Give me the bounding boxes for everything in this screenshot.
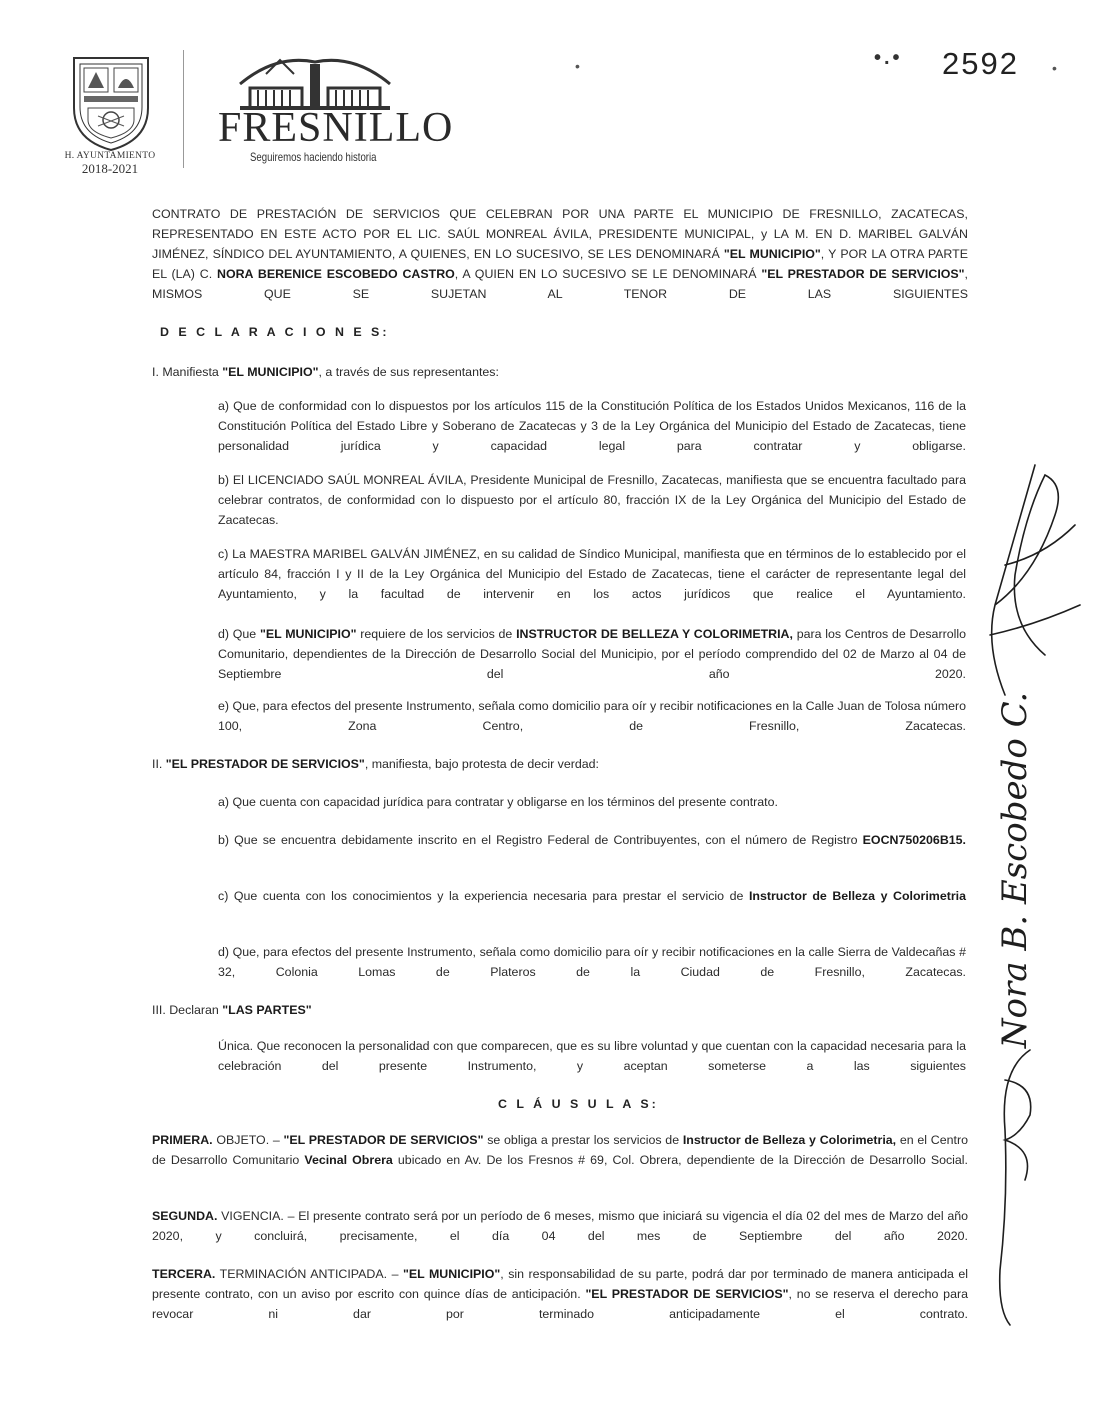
section-3-heading xyxy=(152,1000,312,1020)
clause-segunda-label: SEGUNDA. xyxy=(152,1209,218,1223)
clause-tercera-label: TERCERA. xyxy=(152,1267,216,1281)
section-1-text: Manifiesta xyxy=(162,365,219,379)
declaration-1d-text-2: requiere de los servicios de xyxy=(360,627,513,641)
declaration-1d-bold-service: INSTRUCTOR DE BELLEZA Y COLORIMETRIA, xyxy=(516,627,793,641)
clause-primera-bold-prestador: "EL PRESTADOR DE SERVICIOS" xyxy=(283,1133,484,1147)
seal-caption xyxy=(50,150,170,176)
clausulas-heading: C L Á U S U L A S: xyxy=(498,1097,659,1111)
declaration-1c: c) La MAESTRA MARIBEL GALVÁN JIMÉNEZ, en su calidad de Síndico Municipal, manifiesta que en términos de lo establecido por el artículo 84, fracción I y II de la Ley Orgánica del Municipio del Estado de Zacatecas, tiene el carácter de representante legal del Ayuntamiento, y la facultad de intervenir en los actos jurídicos que realice el Ayuntamiento. xyxy=(218,547,966,601)
section-2-text: , manifiesta, bajo protesta de decir verdad: xyxy=(364,757,599,771)
clause-tercera xyxy=(152,1264,968,1344)
clause-tercera-bold-municipio: "EL MUNICIPIO" xyxy=(403,1267,501,1281)
declaration-2b-text: b) Que se encuentra debidamente inscrito en el Registro Federal de Contribuyentes, con el número de Registro xyxy=(218,833,858,847)
declaration-1e: e) Que, para efectos del presente Instrumento, señala como domicilio para oír y recibir notificaciones en la Calle Juan de Tolosa número 100, Zona Centro, de Fresnillo, Zacatecas. xyxy=(218,699,966,733)
declaration-1a: a) Que de conformidad con lo dispuestos por los artículos 115 de la Constitución Política de los Estados Unidos Mexicanos, 116 de la Constitución Política del Estado Libre y Soberano de Zacatecas y 3 de la Ley Orgánica del Municipio del Estado de Zacatecas, tiene personalidad jurídica y capacidad legal para contratar y obligarse. xyxy=(218,399,966,453)
clause-primera-text-3: ubicado en Av. De los Fresnos # 69, Col. Obrera, dependiente de la Dirección de Desarrollo Social. xyxy=(397,1153,969,1167)
intro-bold-municipio: "EL MUNICIPIO" xyxy=(723,247,821,261)
seal-caption-years: 2018-2021 xyxy=(81,161,139,176)
intro-text-3: , A QUIEN EN LO SUCESIVO SE LE DENOMINARÁ xyxy=(454,267,757,281)
municipal-seal-logo xyxy=(68,50,154,152)
section-1-text-2: , a través de sus representantes: xyxy=(318,365,499,379)
declaration-2a: a) Que cuenta con capacidad jurídica para contratar y obligarse en los términos del presente contrato. xyxy=(218,795,778,809)
handwritten-signature-stroke xyxy=(990,1040,1050,1330)
document-number-marks: •.• xyxy=(874,47,903,69)
clause-tercera-bold-prestador: "EL PRESTADOR DE SERVICIOS" xyxy=(585,1287,789,1301)
intro-bold-provider-name: NORA BERENICE ESCOBEDO CASTRO xyxy=(217,267,455,281)
intro-text-2: , Y POR LA OTRA PARTE EL (LA) C. xyxy=(152,247,968,281)
clause-primera xyxy=(152,1130,968,1190)
section-3-number: III. xyxy=(152,1003,166,1017)
intro-text: CONTRATO DE PRESTACIÓN DE SERVICIOS QUE CELEBRAN POR UNA PARTE EL MUNICIPIO DE FRESNILLO, ZACATECAS, REPRESENTADO EN ESTE ACTO POR EL LIC. SAÚL MONREAL ÁVILA, PRESIDENTE MUNICIPAL, y LA M. EN D. MARIBEL GALVÁN JIMÉNEZ, SÍNDICO DEL AYUNTAMIENTO, A QUIENES, EN LO SUCESIVO, SE LES DENOMINARÁ xyxy=(152,207,968,261)
declaration-1d-text-3: para los Centros de Desarrollo Comunitario, dependientes de la Dirección de Desarrollo Social del Municipio, por el período comprendido del 02 de Marzo al 04 de Septiembre del año 2020. xyxy=(218,627,966,681)
header-divider xyxy=(183,50,184,168)
declaration-1d-text: d) Que xyxy=(218,627,257,641)
clause-primera-label: PRIMERA. xyxy=(152,1133,213,1147)
section-1-number: I. xyxy=(152,365,159,379)
declaration-2c xyxy=(218,886,966,926)
clause-tercera-title: TERMINACIÓN ANTICIPADA. – xyxy=(219,1267,399,1281)
declaration-1b: b) El LICENCIADO SAÚL MONREAL ÁVILA, Presidente Municipal de Fresnillo, Zacatecas, manifiesta que se encuentra facultado para celebrar contratos, de conformidad con lo dispuesto por el artículo 80, fracción IX de la Ley Orgánica del Municipio del Estado de Zacatecas. xyxy=(218,473,966,527)
clause-segunda-text: VIGENCIA. – El presente contrato será por un período de 6 meses, mismo que iniciará su vigencia el día 02 del mes de Marzo del año 2020, y concluirá, precisamente, el día 04 del mes de Septiembre del año 2020. xyxy=(152,1209,968,1243)
handwritten-signature-name xyxy=(970,691,1060,1049)
scan-mark: • xyxy=(575,58,580,74)
declaration-2c-text: c) Que cuenta con los conocimientos y la experiencia necesaria para prestar el servicio de xyxy=(218,889,744,903)
clause-tercera-text: , sin responsabilidad de su parte, podrá dar por terminado de manera anticipada el presente contrato, con un aviso por escrito con quince días de anticipación. xyxy=(152,1267,969,1301)
declaration-2b xyxy=(218,830,966,870)
section-2-number: II. xyxy=(152,757,163,771)
contract-intro-paragraph xyxy=(152,204,968,324)
section-1-bold: "EL MUNICIPIO" xyxy=(222,365,319,379)
handwritten-signature-mark xyxy=(975,455,1085,715)
clause-segunda xyxy=(152,1206,968,1266)
rfc-number: EOCN750206B15. xyxy=(862,833,966,847)
section-1-heading xyxy=(152,362,499,382)
declaration-3-unica: Única. Que reconocen la personalidad con que comparecen, que es su libre voluntad y que cuentan con la capacidad necesaria para la celebración del presente Instrumento, y aceptan someterse a las siguientes xyxy=(218,1039,966,1073)
document-number: 2592 xyxy=(942,46,1019,81)
intro-bold-prestador: "EL PRESTADOR DE SERVICIOS" xyxy=(761,267,965,281)
fresnillo-wordmark: FRESNILLO xyxy=(218,105,454,151)
scan-mark: • xyxy=(1052,60,1057,76)
fresnillo-logo-mark xyxy=(236,54,394,112)
section-2-bold: "EL PRESTADOR DE SERVICIOS" xyxy=(165,757,365,771)
declaration-2c-bold-service: Instructor de Belleza y Colorimetria xyxy=(748,889,966,903)
clause-primera-text: se obliga a prestar los servicios de xyxy=(487,1133,680,1147)
seal-caption-title: H. AYUNTAMIENTO xyxy=(64,151,156,161)
clause-primera-bold-center: Vecinal Obrera xyxy=(304,1153,393,1167)
declaration-2d: d) Que, para efectos del presente Instrumento, señala como domicilio para oír y recibir notificaciones en la calle Sierra de Valdecañas # 32, Colonia Lomas de Plateros de la Ciudad de Fresnillo, Zacatecas. xyxy=(218,945,966,979)
logo-slogan: Seguiremos haciendo historia xyxy=(250,150,377,164)
clause-primera-bold-service: Instructor de Belleza y Colorimetria, xyxy=(682,1133,897,1147)
intro-text-4: , MISMOS QUE SE SUJETAN AL TENOR DE LAS SIGUIENTES xyxy=(152,267,968,301)
clause-tercera-text-2: , no se reserva el derecho para revocar ni dar por terminado anticipadamente el contrato. xyxy=(152,1287,968,1321)
signature-name-text: Nora B. Escobedo C. xyxy=(995,691,1035,1049)
section-2-heading xyxy=(152,754,599,774)
section-3-bold: "LAS PARTES" xyxy=(222,1003,312,1017)
declaration-1d xyxy=(218,624,966,704)
clause-primera-title: OBJETO. – xyxy=(216,1133,280,1147)
section-3-text: Declaran xyxy=(169,1003,219,1017)
declaration-1d-bold-municipio: "EL MUNICIPIO" xyxy=(259,627,357,641)
declaraciones-heading: D E C L A R A C I O N E S: xyxy=(160,325,390,339)
clause-primera-text-2: en el Centro de Desarrollo Comunitario xyxy=(152,1133,968,1167)
